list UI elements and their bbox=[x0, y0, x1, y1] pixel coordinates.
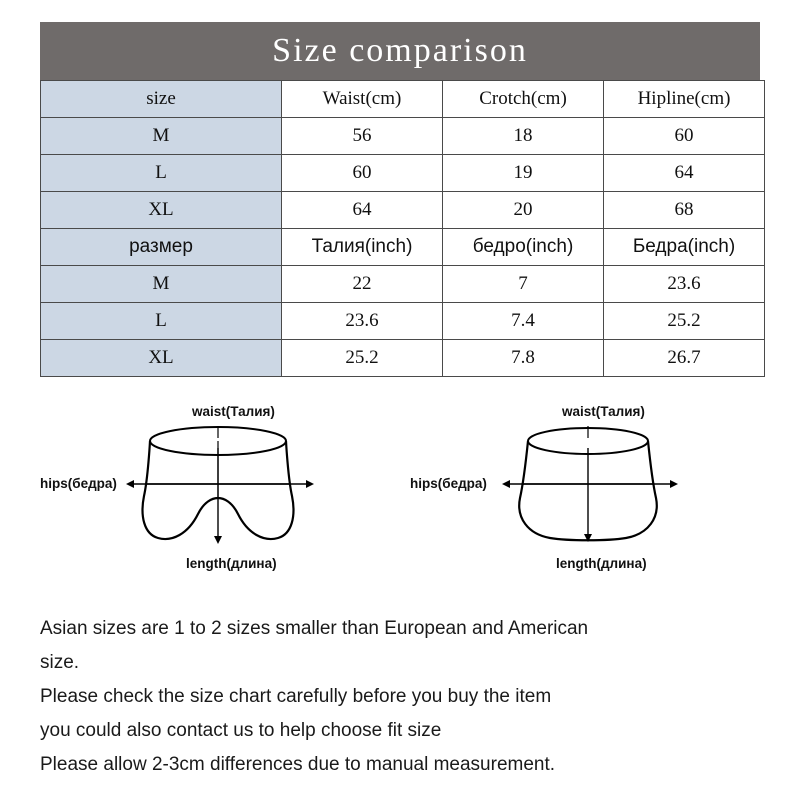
table-cell-crotch: 20 bbox=[443, 192, 604, 229]
table-row bbox=[41, 155, 765, 192]
table-cell-bedro-header: бедро(inch) bbox=[443, 229, 604, 266]
table-row bbox=[41, 81, 765, 118]
table-cell-size-header: size bbox=[41, 81, 282, 118]
table-cell-crotch: 19 bbox=[443, 155, 604, 192]
note-line-1: Asian sizes are 1 to 2 sizes smaller than European and American bbox=[40, 618, 589, 639]
label-length-left: length(длина) bbox=[186, 556, 277, 571]
diagram-brief-front bbox=[40, 388, 400, 598]
table-cell-size: XL bbox=[41, 192, 282, 229]
table-row bbox=[41, 266, 765, 303]
table-row bbox=[41, 192, 765, 229]
table-cell-talia: 23.6 bbox=[282, 303, 443, 340]
table-cell-bedra: 23.6 bbox=[604, 266, 765, 303]
table-cell-size: XL bbox=[41, 340, 282, 377]
size-table bbox=[40, 80, 765, 377]
note-line-3: Please check the size chart carefully before you buy the item bbox=[40, 686, 552, 707]
table-cell-talia-header: Талия(inch) bbox=[282, 229, 443, 266]
table-cell-bedro: 7.8 bbox=[443, 340, 604, 377]
table-cell-razmer-header: размер bbox=[41, 229, 282, 266]
table-cell-hipline: 68 bbox=[604, 192, 765, 229]
table-row bbox=[41, 340, 765, 377]
table-row bbox=[41, 229, 765, 266]
table-cell-size: M bbox=[41, 266, 282, 303]
table-cell-bedra: 26.7 bbox=[604, 340, 765, 377]
table-cell-crotch-header: Crotch(cm) bbox=[443, 81, 604, 118]
table-cell-hipline-header: Hipline(cm) bbox=[604, 81, 765, 118]
table-cell-waist: 64 bbox=[282, 192, 443, 229]
table-row bbox=[41, 118, 765, 155]
label-hips-left: hips(бедра) bbox=[40, 476, 117, 491]
table-cell-bedro: 7 bbox=[443, 266, 604, 303]
label-hips-right: hips(бедра) bbox=[410, 476, 487, 491]
table-row bbox=[41, 303, 765, 340]
size-notes bbox=[40, 612, 770, 782]
table-cell-hipline: 64 bbox=[604, 155, 765, 192]
table-cell-crotch: 18 bbox=[443, 118, 604, 155]
table-cell-waist: 56 bbox=[282, 118, 443, 155]
note-line-5: Please allow 2-3cm differences due to manual measurement. bbox=[40, 754, 556, 775]
table-cell-size: L bbox=[41, 155, 282, 192]
page-title: Size comparison bbox=[272, 32, 528, 69]
table-cell-bedro: 7.4 bbox=[443, 303, 604, 340]
note-line-2: size. bbox=[40, 652, 80, 673]
table-cell-size: L bbox=[41, 303, 282, 340]
table-cell-bedra-header: Бедра(inch) bbox=[604, 229, 765, 266]
diagram-brief-back bbox=[410, 388, 770, 598]
measurement-diagrams bbox=[0, 388, 800, 598]
table-cell-talia: 22 bbox=[282, 266, 443, 303]
title-bar bbox=[40, 22, 760, 80]
table-cell-waist-header: Waist(cm) bbox=[282, 81, 443, 118]
note-line-4: you could also contact us to help choose fit size bbox=[40, 720, 442, 741]
table-cell-bedra: 25.2 bbox=[604, 303, 765, 340]
table-cell-waist: 60 bbox=[282, 155, 443, 192]
table-cell-hipline: 60 bbox=[604, 118, 765, 155]
table-cell-size: M bbox=[41, 118, 282, 155]
table-cell-talia: 25.2 bbox=[282, 340, 443, 377]
label-waist-left: waist(Талия) bbox=[192, 404, 275, 419]
label-waist-right: waist(Талия) bbox=[562, 404, 645, 419]
label-length-right: length(длина) bbox=[556, 556, 647, 571]
